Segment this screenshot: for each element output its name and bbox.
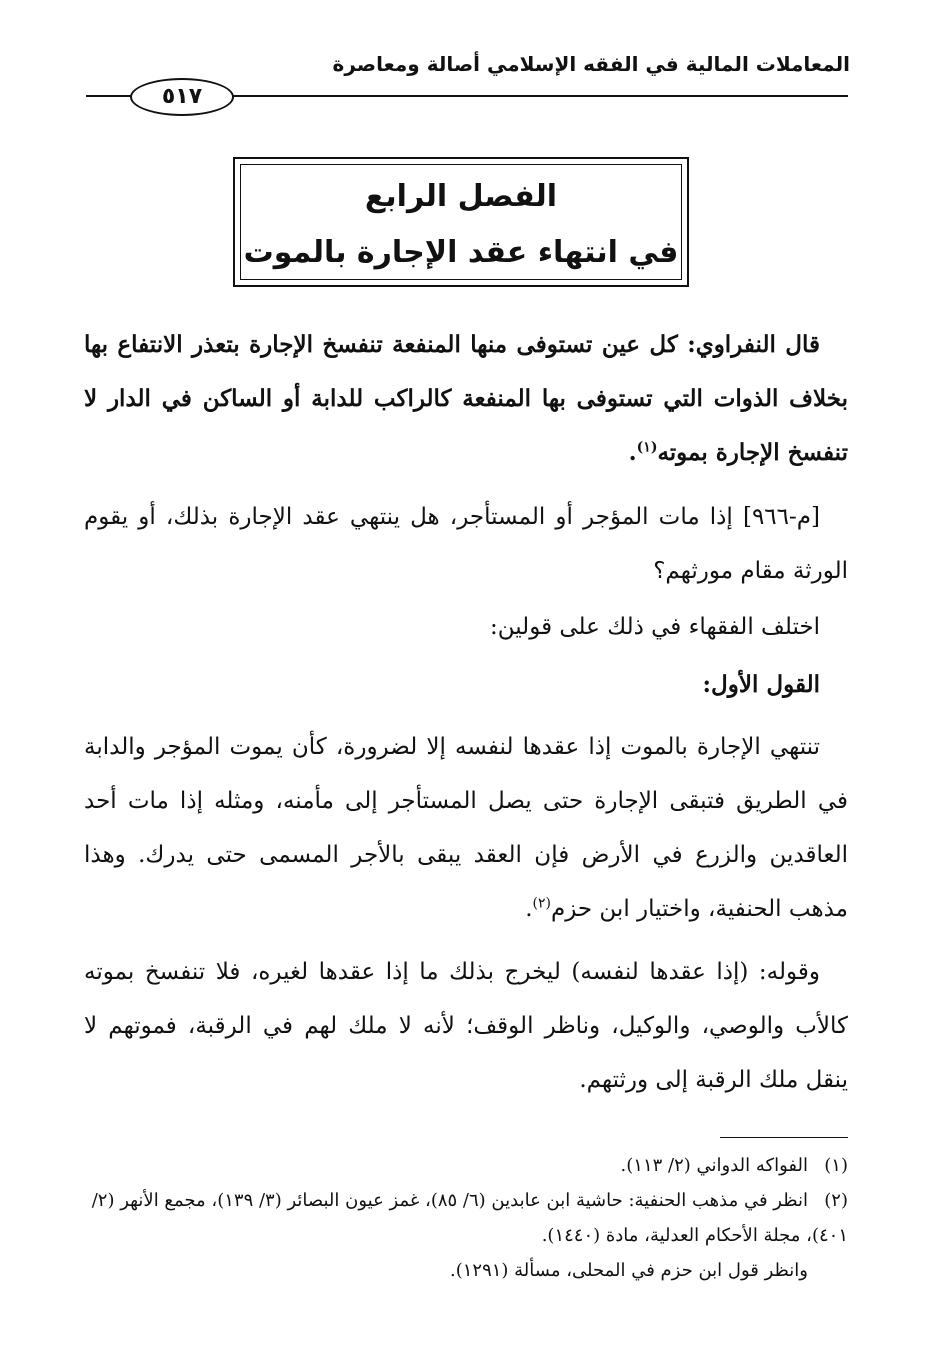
paragraph-question bbox=[84, 490, 848, 598]
first-opinion-heading bbox=[84, 658, 848, 712]
footnote-separator bbox=[720, 1137, 848, 1138]
paragraph-text: اختلف الفقهاء في ذلك على قولين: bbox=[489, 614, 820, 640]
footnote-ref-2[interactable]: (٢) bbox=[532, 895, 551, 912]
footnote-text: الفواكه الدواني (٢/ ١١٣). bbox=[620, 1155, 808, 1176]
paragraph-text: [م-٩٦٦] إذا مات المؤجر أو المستأجر، هل ينتهي عقد الإجارة بذلك، أو يقوم الورثة مقام مورثهم؟ bbox=[84, 504, 848, 584]
paragraph-text: وقوله: (إذا عقدها لنفسه) ليخرج بذلك ما إذا عقدها لغيره، فلا تنفسخ بموته كالأب والوصي، والوكيل، وناظر الوقف؛ لأنه لا ملك لهم في الرقبة، فموتهم لا ينقل ملك الرقبة إلى ورثتهم. bbox=[84, 959, 848, 1093]
paragraph-explanation bbox=[84, 945, 848, 1107]
chapter-number: الفصل الرابع bbox=[364, 179, 558, 214]
footnote-number: (١) bbox=[824, 1155, 848, 1176]
paragraph-text: قال النفراوي: كل عين تستوفى منها المنفعة تنفسخ الإجارة بتعذر الانتفاع بها بخلاف الذوات التي تستوفى بها المنفعة كالراكب للدابة أو الساكن في الدار لا تنفسخ الإجارة بموته bbox=[84, 331, 848, 466]
footnote-text: انظر في مذهب الحنفية: حاشية ابن عابدين (٦/ ٨٥)، غمز عيون البصائر (٣/ ١٣٩)، مجمع الأنهر (٢/ ٤٠١)، مجلة الأحكام العدلية، مادة (١٤٤٠). bbox=[91, 1190, 848, 1246]
paragraph-end: . bbox=[628, 439, 637, 466]
footnote-2 bbox=[84, 1183, 848, 1253]
book-title: المعاملات المالية في الفقه الإسلامي أصالة ومعاصرة bbox=[332, 52, 850, 76]
chapter-title-box bbox=[233, 157, 689, 287]
footnote-number: (٢) bbox=[824, 1190, 848, 1211]
paragraph-first-opinion bbox=[84, 720, 848, 936]
footnotes bbox=[84, 1148, 848, 1288]
footnote-ref-1[interactable]: (١) bbox=[636, 439, 658, 456]
footnote-2-continuation: وانظر قول ابن حزم في المحلى، مسألة (١٢٩١). bbox=[449, 1260, 808, 1281]
section-heading: القول الأول: bbox=[702, 671, 820, 698]
chapter-title: في انتهاء عقد الإجارة بالموت bbox=[243, 235, 679, 270]
paragraph-disagreement bbox=[84, 600, 848, 654]
paragraph-nafrawi bbox=[84, 318, 848, 480]
chapter-title-frame bbox=[240, 164, 682, 280]
paragraph-end: . bbox=[525, 896, 533, 922]
paragraph-text: تنتهي الإجارة بالموت إذا عقدها لنفسه إلا لضرورة، كأن يموت المؤجر والدابة في الطريق فتبقى الإجارة حتى يصل المستأجر إلى مأمنه، ومثله إذا مات أحد العاقدين والزرع في الأرض فإن العقد يبقى بالأجر المسمى حتى يدرك. وهذا مذهب الحنفية، واختيار ابن حزم bbox=[84, 734, 848, 922]
page-number: ٥١٧ bbox=[130, 78, 234, 116]
footnote-1 bbox=[84, 1148, 848, 1183]
